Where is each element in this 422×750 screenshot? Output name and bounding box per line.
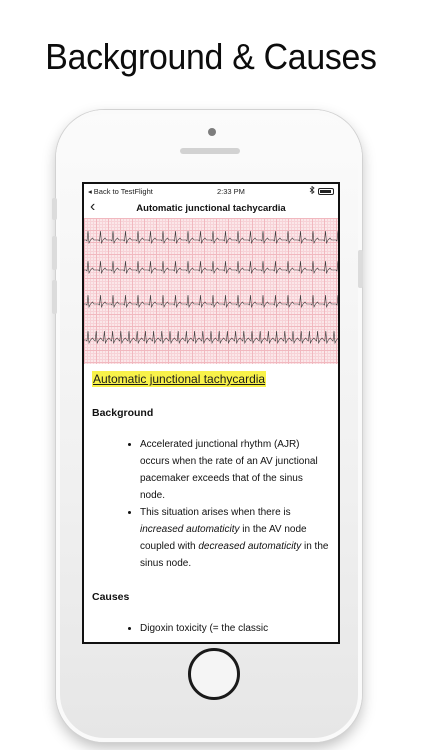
status-indicators bbox=[309, 186, 334, 196]
background-list bbox=[92, 436, 330, 572]
power-button bbox=[358, 250, 363, 288]
list-item: • Digoxin toxicity (= the classic bbox=[140, 620, 330, 637]
causes-heading: Causes bbox=[92, 591, 130, 603]
back-to-app[interactable] bbox=[88, 187, 153, 196]
chevron-left-icon[interactable]: ‹ bbox=[90, 198, 96, 215]
ecg-trace bbox=[84, 231, 338, 243]
background-heading: Background bbox=[92, 407, 154, 419]
causes-list bbox=[92, 620, 330, 637]
volume-up-button bbox=[52, 236, 57, 270]
ecg-trace bbox=[84, 295, 338, 307]
volume-down-button bbox=[52, 280, 57, 314]
nav-bar bbox=[84, 198, 338, 218]
status-time: 2:33 PM bbox=[216, 186, 245, 196]
mute-switch bbox=[52, 198, 57, 220]
article-content bbox=[84, 364, 338, 637]
phone-frame bbox=[56, 110, 362, 742]
bluetooth-icon bbox=[309, 186, 315, 196]
app-screen bbox=[82, 182, 340, 644]
list-item: • Accelerated junctional rhythm (AJR) occurs when the rate of an AV junctional pacemaker exceeds that of the sinus node. bbox=[140, 436, 330, 504]
back-triangle-icon: ◂ bbox=[88, 186, 92, 196]
home-button[interactable] bbox=[188, 648, 240, 700]
battery-icon bbox=[318, 188, 334, 195]
article-title[interactable]: Automatic junctional tachycardia bbox=[93, 372, 266, 386]
ecg-trace bbox=[84, 331, 338, 343]
list-item: • This situation arises when there is increased automaticity in the AV node coupled with decreased automaticity in the sinus node. bbox=[140, 504, 330, 572]
front-camera bbox=[208, 128, 216, 136]
page-headline: Background & Causes bbox=[45, 36, 377, 77]
ecg-image bbox=[84, 218, 338, 364]
status-bar bbox=[84, 184, 338, 198]
nav-title: Automatic junctional tachycardia bbox=[136, 202, 286, 214]
ecg-trace bbox=[84, 261, 338, 273]
earpiece-speaker bbox=[180, 148, 240, 154]
back-app-label: Back to TestFlight bbox=[93, 186, 153, 196]
